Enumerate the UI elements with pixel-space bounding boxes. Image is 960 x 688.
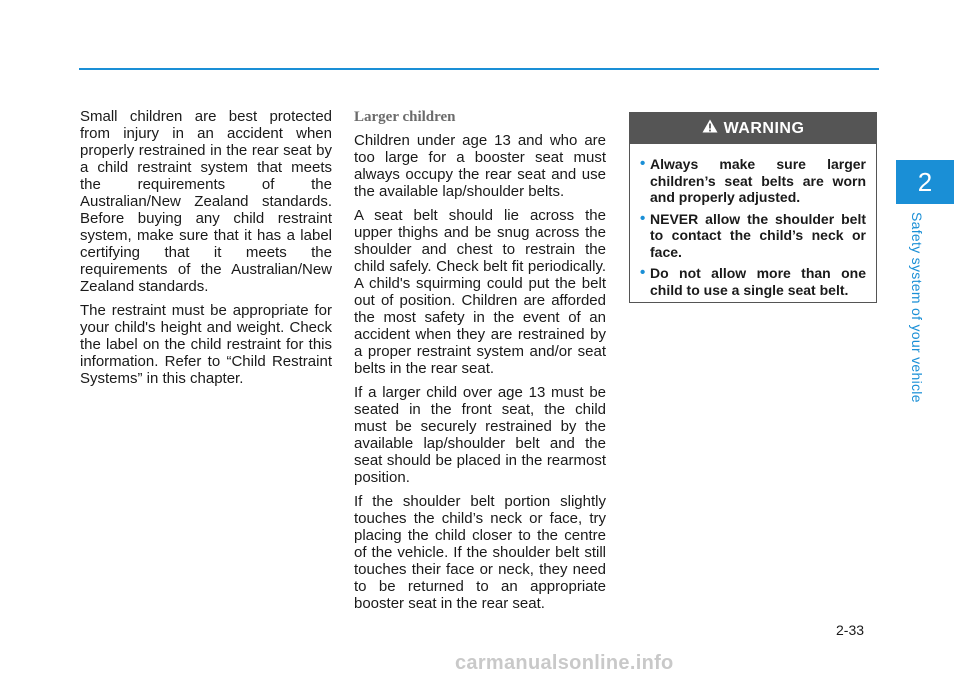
page-number: 2-33 — [836, 622, 865, 638]
paragraph: If a larger child over age 13 must be seated in the front seat, the child must be securely restrained by the available lap/shoulder belt and the seat should be placed in the rearmost position. — [354, 384, 606, 486]
watermark: carmanualsonline.info — [455, 652, 674, 674]
chapter-number: 2 — [917, 166, 933, 197]
top-rule — [79, 68, 879, 70]
paragraph: If the shoulder belt portion slightly touches the child’s neck or face, try placing the child closer to the centre of the vehicle. If the shoulder belt still touches their face or neck, they need to be returned to an appropriate booster seat in the rear seat. — [354, 493, 606, 612]
paragraph: Children under age 13 and who are too large for a booster seat must always occupy the rear seat and use the available lap/shoulder belts. — [354, 132, 606, 200]
warning-header — [630, 113, 876, 144]
chapter-title: Safety system of your vehicle — [909, 212, 925, 403]
warning-item: • NEVER allow the shoulder belt to contact the child’s neck or face. — [640, 211, 866, 261]
warning-list — [630, 144, 876, 298]
warning-triangle-icon — [702, 119, 718, 138]
warning-item: • Do not allow more than one child to use a single seat belt. — [640, 265, 866, 298]
warning-title: WARNING — [723, 119, 805, 137]
paragraph: The restraint must be appropriate for your child's height and weight. Check the label on the child restraint for this information. Refer to “Child Restraint Systems” in this chapter. — [80, 302, 332, 387]
column-middle — [354, 108, 606, 619]
section-heading: Larger children — [354, 109, 456, 125]
warning-item: • Always make sure larger children’s seat belts are worn and properly adjusted. — [640, 156, 866, 206]
paragraph: Small children are best protected from injury in an accident when properly restrained in the rear seat by a child restraint system that meets the requirements of the Australian/New Zealand standards. Before buying any child restraint system, make sure that it has a label certifying that it meets the requirements of the Australian/New Zealand standards. — [80, 108, 332, 295]
warning-box — [629, 112, 877, 303]
paragraph: A seat belt should lie across the upper thighs and be snug across the shoulder and chest to restrain the child safely. Check belt fit periodically. A child's squirming could put the belt out of position. Children are afforded the most safety in the event of an accident when they are restrained by a proper restraint system and/or seat belts in the rear seat. — [354, 207, 606, 377]
column-left — [80, 108, 332, 394]
chapter-tab — [896, 160, 954, 204]
